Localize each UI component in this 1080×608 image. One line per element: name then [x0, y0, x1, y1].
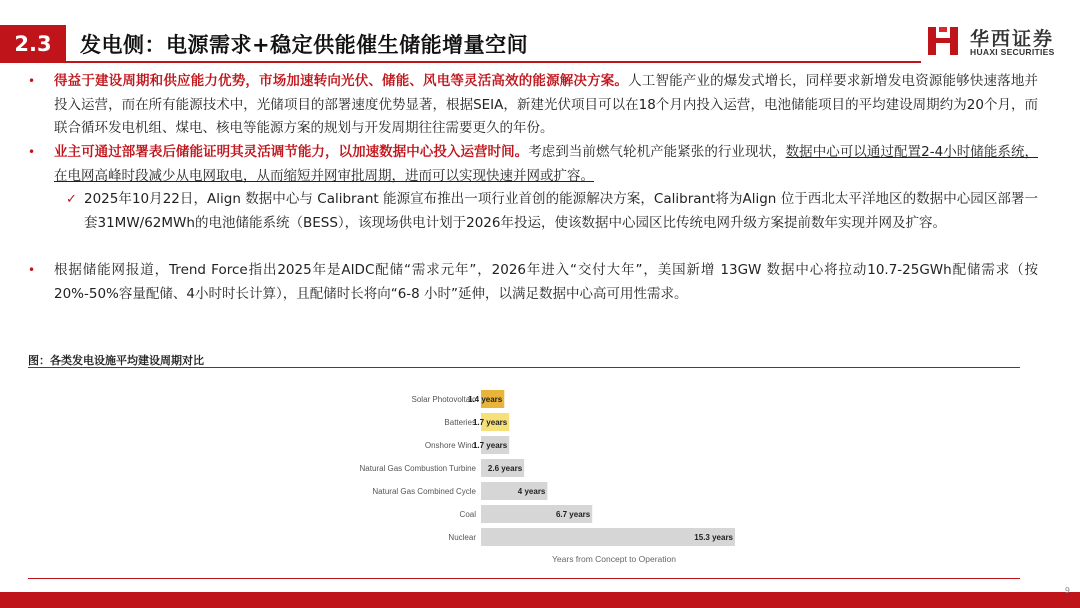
figure-top-rule: [28, 367, 1020, 368]
figure-bottom-rule: [28, 578, 1020, 579]
value-label: 6.7 years: [555, 510, 591, 519]
value-label: 1.4 years: [467, 395, 503, 404]
value-label: 2.6 years: [487, 464, 523, 473]
category-label: Coal: [459, 510, 476, 519]
value-label: 1.7 years: [472, 418, 508, 427]
bullet-2-underlined-text: 数据中心可以通过配置2-4小时储能系统，在电网高峰时段减少从电网取电，从而缩短并网审批周期，进而可以实现快速并网或扩容。: [54, 144, 1038, 184]
logo-chinese-name: 华西证券: [970, 28, 1055, 50]
value-label: 1.7 years: [472, 441, 508, 450]
category-label: Nuclear: [448, 533, 476, 542]
bullet-marker: •: [28, 74, 36, 88]
figure-caption: 图：各类发电设施平均建设周期对比: [28, 354, 204, 367]
footer-bar: [0, 592, 1080, 608]
bullet-3-text: 根据储能网报道，Trend Force指出2025年是AIDC配储“需求元年”，2026年进入“交付大年”，美国新增 13GW 数据中心将拉动10.7-25GWh配储需求（按20%-50%容量配储、4小时时长计算），且配储时长将向“6-8 小时”延伸，以满足数据中心高可用性需求。: [54, 262, 1038, 302]
bullet-marker: •: [28, 145, 36, 159]
value-label: 4 years: [517, 487, 546, 496]
bullet-paragraph-1: [28, 70, 1038, 141]
page-title: 发电侧：电源需求+稳定供能催生储能增量空间: [80, 33, 529, 57]
category-label: Natural Gas Combined Cycle: [372, 487, 476, 496]
bullet-marker: •: [28, 263, 36, 277]
bullet-paragraph-3: [28, 259, 1038, 306]
bullet-1-text: 人工智能产业的爆发式增长，同样要求新增发电资源能够快速落地并投入运营，而在所有能源技术中，光储项目的部署速度优势显著，根据SEIA，新建光伏项目可以在18个月内投入运营，电池储能项目的平均建设周期约为20个月，而联合循环发电机组、煤电、核电等能源方案的规划与开发周期往往需要更久的年份。: [54, 73, 1039, 136]
category-label: Batteries: [444, 418, 476, 427]
section-number: 2.3: [0, 25, 66, 63]
title-underline: [66, 61, 921, 63]
sub-bullet-text: 2025年10月22日，Align 数据中心与 Calibrant 能源宣布推出一项行业首创的能源解决方案，Calibrant将为Align 位于西北太平洋地区的数据中心园区部署一套31MW/62MWh的电池储能系统（BESS），该现场供电计划于2026年投运，使该数据中心园区比传统电网升级方案提前数年实现并网及扩容。: [84, 191, 1038, 231]
logo-english-name: HUAXI SECURITIES: [970, 47, 1055, 57]
check-sub-bullet: [66, 188, 1038, 235]
value-label: 15.3 years: [694, 533, 733, 542]
checkmark-icon: ✓: [66, 192, 77, 207]
bullet-2-text: 考虑到当前燃气轮机产能紧张的行业现状，: [528, 144, 786, 160]
category-label: Solar Photovoltaic: [411, 395, 476, 404]
bullet-paragraph-2: [28, 141, 1038, 188]
category-label: Onshore Wind: [424, 441, 476, 450]
bullet-2-highlight: 业主可通过部署表后储能证明其灵活调节能力，以加速数据中心投入运营时间。: [54, 144, 529, 160]
x-axis-label: Years from Concept to Operation: [552, 554, 676, 564]
construction-period-bar-chart: [340, 385, 770, 570]
category-label: Natural Gas Combustion Turbine: [359, 464, 476, 473]
huaxi-logo-icon: [926, 23, 960, 57]
company-logo: [926, 21, 1066, 61]
bullet-1-highlight: 得益于建设周期和供应能力优势，市场加速转向光伏、储能、风电等灵活高效的能源解决方案。: [54, 73, 629, 89]
page-number: 9: [1064, 586, 1070, 595]
